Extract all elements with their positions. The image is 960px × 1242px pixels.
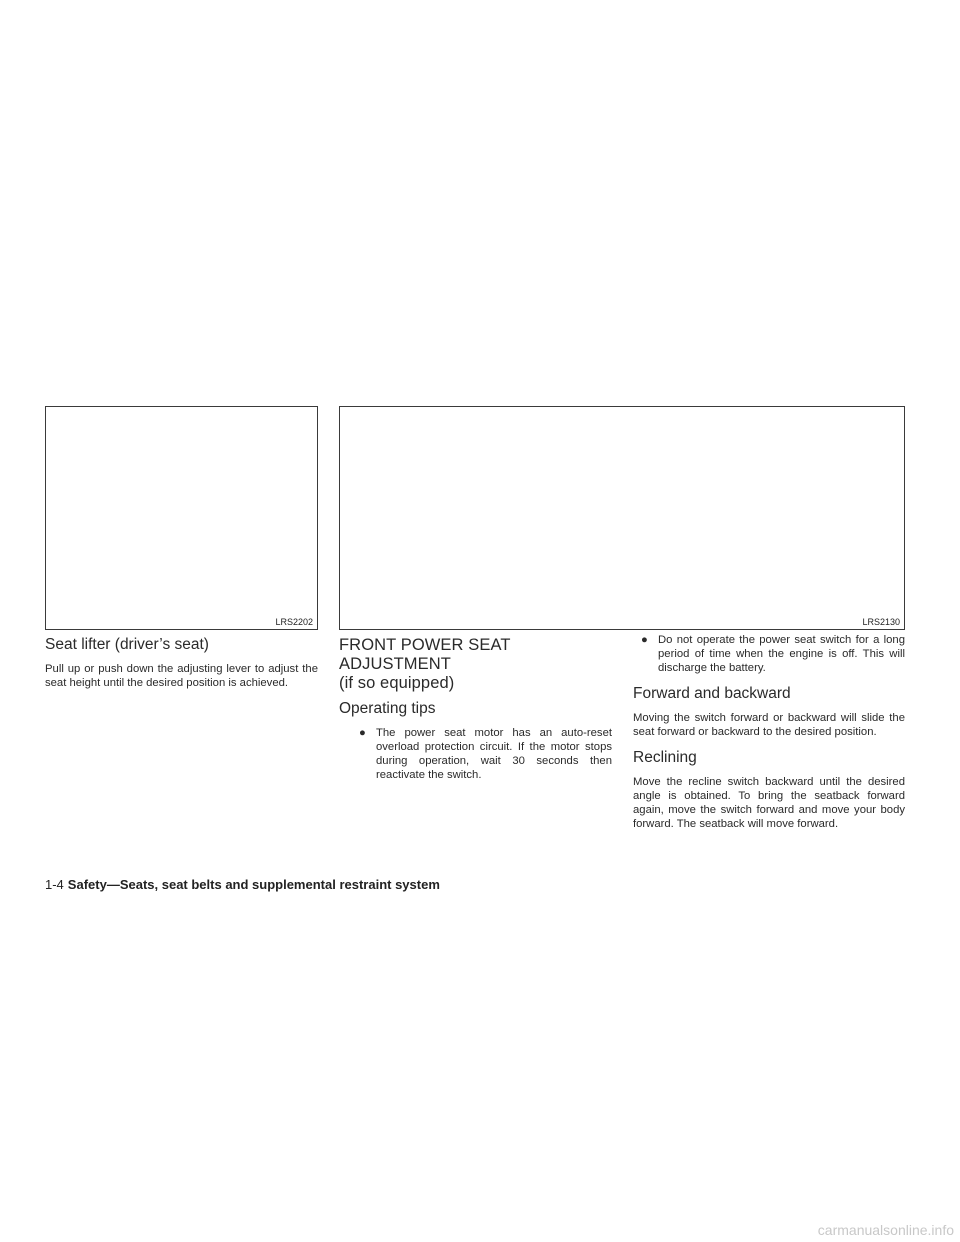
bullet-text: Do not operate the power seat switch for a long period of time when the engine is off. This will discharge the battery. (658, 634, 905, 674)
section-title-line1: FRONT POWER SEAT ADJUSTMENT (339, 636, 511, 673)
list-item (633, 633, 905, 675)
section-heading: Seat lifter (driver’s seat) (45, 636, 209, 653)
page-number: 1-4 (45, 877, 64, 892)
body-text: Pull up or push down the adjusting lever to adjust the seat height until the desired position is achieved. (45, 663, 318, 689)
column-adjustments (633, 633, 905, 839)
figure-power-seat (339, 406, 905, 630)
bullet-icon: ● (359, 727, 366, 739)
chapter-title: Safety—Seats, seat belts and supplemental restraint system (67, 877, 440, 892)
bullet-list (351, 726, 612, 782)
section-title-line2: (if so equipped) (339, 674, 455, 692)
figure-code: LRS2130 (862, 617, 900, 627)
section-title (339, 636, 612, 693)
body-text: Move the recline switch backward until the desired angle is obtained. To bring the seatback forward again, move the switch forward and move your body forward. The seatback will move forward. (633, 776, 905, 830)
watermark: carmanualsonline.info (817, 1222, 954, 1238)
column-power-seat (339, 636, 612, 790)
subheading-forward-backward: Forward and backward (633, 685, 791, 702)
bullet-icon: ● (641, 634, 648, 646)
column-seat-lifter (45, 636, 318, 698)
body-text: Moving the switch forward or backward will slide the seat forward or backward to the desired position. (633, 712, 905, 738)
page-footer (45, 877, 440, 892)
bullet-list (633, 633, 905, 675)
bullet-text: The power seat motor has an auto-reset overload protection circuit. If the motor stops during operation, wait 30 seconds then reactivate the switch. (376, 727, 612, 781)
list-item (351, 726, 612, 782)
subheading-reclining: Reclining (633, 749, 697, 766)
figure-seat-lifter (45, 406, 318, 630)
figure-code: LRS2202 (275, 617, 313, 627)
subheading-operating-tips: Operating tips (339, 700, 436, 717)
